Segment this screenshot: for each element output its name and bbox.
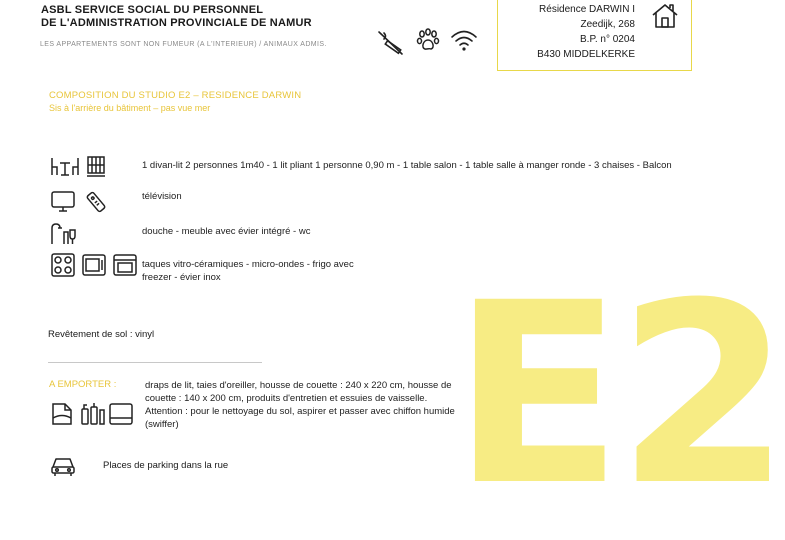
section-title: COMPOSITION DU STUDIO E2 – RESIDENCE DARWIN (49, 90, 302, 101)
tv-icon (52, 192, 74, 211)
cleaning-products-icon (82, 403, 104, 424)
address-line-4: B430 MIDDELKERKE (537, 49, 635, 60)
no-smoking-icon (376, 28, 406, 58)
bathroom-icon (50, 222, 78, 246)
bathroom-text: douche - meuble avec évier intégré - wc (142, 226, 311, 237)
address-line-3: B.P. n° 0204 (580, 34, 635, 45)
tv-icons (50, 190, 114, 214)
floor-covering: Revêtement de sol : vinyl (48, 329, 155, 340)
address (537, 2, 635, 62)
dining-table-icon (52, 158, 78, 175)
sheets-icon (53, 404, 71, 424)
org-line-2: DE L'ADMINISTRATION PROVINCIALE DE NAMUR (41, 17, 312, 29)
microwave-icon (83, 255, 105, 275)
studio-code-watermark: E2 (452, 249, 785, 540)
org-line-1: ASBL SERVICE SOCIAL DU PERSONNEL (41, 4, 264, 16)
furniture-icons (50, 155, 114, 177)
remote-icon (87, 192, 106, 212)
car-icon (50, 455, 76, 477)
organization-name (41, 4, 312, 30)
paw-icon (416, 28, 440, 54)
kitchen-icons (50, 252, 138, 278)
to-bring-items: draps de lit, taies d'oreiller, housse de couette : 240 x 220 cm, housse de couette : 140 x 200 cm, produits d'entretien et essuies de vaisselle. (145, 380, 452, 404)
section-subtitle: Sis à l'arrière du bâtiment – pas vue mer (49, 103, 211, 113)
wifi-icon (450, 28, 478, 52)
to-bring-label: A EMPORTER : (49, 379, 117, 390)
oven-icon (114, 255, 136, 275)
to-bring-text (145, 379, 470, 431)
parking-text: Places de parking dans la rue (103, 460, 229, 471)
parking-icon-wrap (50, 455, 76, 477)
kitchen-text: taques vitro-céramiques - micro-ondes - frigo avec freezer - évier inox (142, 259, 354, 283)
house-rules: LES APPARTEMENTS SONT NON FUMEUR (A L'INTERIEUR) / ANIMAUX ADMIS. (40, 41, 327, 48)
furniture-text: 1 divan-lit 2 personnes 1m40 - 1 lit pliant 1 personne 0,90 m - 1 table salon - 1 table salle à manger ronde - 3 chaises - Balcon (142, 160, 672, 171)
cooktop-icon (52, 254, 74, 276)
tv-text: télévision (142, 191, 182, 202)
crib-icon (87, 157, 105, 176)
to-bring-warning: Attention : pour le nettoyage du sol, aspirer et passer avec chiffon humide (swiffer) (145, 406, 455, 430)
address-line-2: Zeedijk, 268 (580, 19, 635, 30)
address-box (497, 0, 692, 71)
bathroom-icons (50, 222, 78, 246)
to-bring-icons (50, 401, 134, 427)
home-icon (651, 2, 679, 30)
status-icons (376, 28, 480, 58)
towel-icon (110, 404, 132, 424)
divider (48, 362, 262, 363)
address-line-1: Résidence DARWIN I (539, 4, 635, 15)
